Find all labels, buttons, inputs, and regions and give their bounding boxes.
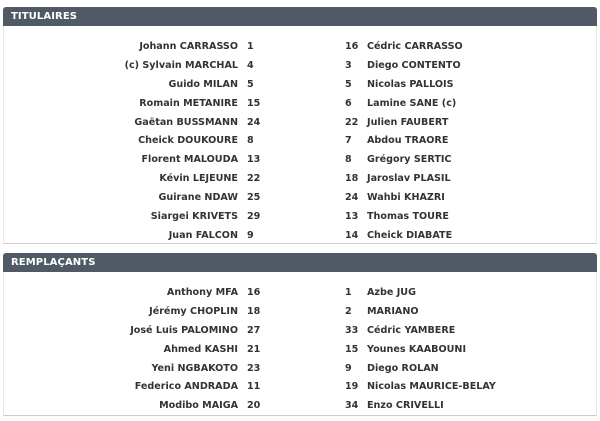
player-row (0, 227, 600, 246)
home-player-name: Kévin LEJEUNE (159, 173, 238, 185)
player-row (0, 303, 600, 322)
player-row (0, 397, 600, 416)
away-player-name: Jaroslav PLASIL (367, 173, 451, 185)
home-player-number: 15 (247, 97, 261, 109)
away-player-name: Abdou TRAORE (367, 135, 449, 147)
player-row (0, 57, 600, 76)
home-player-number: 24 (247, 116, 261, 128)
home-player-number: 9 (247, 229, 254, 241)
home-player-name: Cheick DOUKOURE (138, 135, 238, 147)
home-player-name: Siargei KRIVETS (150, 211, 238, 223)
home-player-name: Gaëtan BUSSMANN (134, 116, 238, 128)
player-row (0, 132, 600, 151)
remplacants-header: REMPLAÇANTS (3, 253, 597, 272)
away-player-name: Lamine SANE (c) (367, 97, 457, 109)
player-row (0, 95, 600, 114)
away-player-name: Julien FAUBERT (367, 116, 449, 128)
home-player-number: 21 (247, 343, 261, 355)
away-player-number: 7 (345, 135, 352, 147)
away-player-name: Diego ROLAN (367, 362, 439, 374)
away-player-number: 9 (345, 362, 352, 374)
away-player-number: 16 (345, 41, 359, 52)
away-player-number: 8 (345, 154, 352, 166)
away-player-name: Azbe JUG (367, 287, 416, 298)
home-player-number: 16 (247, 287, 261, 298)
away-player-name: Diego CONTENTO (367, 59, 461, 71)
away-player-number: 24 (345, 192, 359, 204)
away-player-number: 5 (345, 78, 352, 90)
home-player-name: Romain METANIRE (139, 97, 238, 109)
home-player-name: Guirane NDAW (158, 192, 238, 204)
away-player-name: Wahbi KHAZRI (367, 192, 445, 204)
player-row (0, 341, 600, 360)
home-player-number: 29 (247, 211, 261, 223)
away-player-name: Cheick DIABATE (367, 229, 453, 241)
player-row (0, 38, 600, 57)
home-player-name: Florent MALOUDA (141, 154, 238, 166)
away-player-number: 1 (345, 287, 352, 298)
away-player-number: 22 (345, 116, 359, 128)
away-player-number: 6 (345, 97, 352, 109)
away-player-name: Grégory SERTIC (367, 154, 452, 166)
home-player-name: Ahmed KASHI (163, 343, 238, 355)
away-player-name: Enzo CRIVELLI (367, 400, 444, 412)
home-player-number: 5 (247, 78, 254, 90)
home-player-number: 13 (247, 154, 261, 166)
away-player-name: Cédric YAMBERE (367, 324, 456, 336)
away-player-number: 2 (345, 305, 352, 317)
titulaires-list (0, 38, 600, 246)
away-player-name: Nicolas PALLOIS (367, 78, 454, 90)
away-player-number: 13 (345, 211, 359, 223)
home-player-number: 1 (247, 41, 254, 52)
player-row (0, 284, 600, 303)
away-player-name: Thomas TOURE (367, 211, 449, 223)
player-row (0, 322, 600, 341)
titulaires-header: TITULAIRES (3, 7, 597, 26)
home-player-number: 8 (247, 135, 254, 147)
player-row (0, 114, 600, 133)
remplacants-list (0, 284, 600, 416)
home-player-number: 4 (247, 59, 254, 71)
home-player-number: 23 (247, 362, 261, 374)
home-player-name: Guido MILAN (168, 78, 238, 90)
home-player-number: 11 (247, 381, 261, 393)
home-player-name: Jérémy CHOPLIN (149, 305, 238, 317)
home-player-name: Modibo MAIGA (159, 400, 238, 412)
home-player-name: Federico ANDRADA (134, 381, 238, 393)
player-row (0, 208, 600, 227)
away-player-number: 19 (345, 381, 359, 393)
away-player-number: 15 (345, 343, 359, 355)
away-player-number: 34 (345, 400, 359, 412)
player-row (0, 170, 600, 189)
home-player-name: Juan FALCON (168, 229, 238, 241)
player-row (0, 378, 600, 397)
home-player-name: José Luis PALOMINO (130, 324, 238, 336)
home-player-number: 25 (247, 192, 261, 204)
home-player-number: 22 (247, 173, 261, 185)
away-player-name: Younes KAABOUNI (367, 343, 467, 355)
away-player-name: MARIANO (367, 305, 419, 317)
player-row (0, 360, 600, 379)
player-row (0, 189, 600, 208)
player-row (0, 151, 600, 170)
home-player-name: Anthony MFA (166, 287, 238, 298)
away-player-name: Nicolas MAURICE-BELAY (367, 381, 496, 393)
home-player-number: 27 (247, 324, 261, 336)
away-player-number: 14 (345, 229, 359, 241)
home-player-name: Johann CARRASSO (139, 41, 238, 52)
home-player-number: 18 (247, 305, 261, 317)
away-player-number: 33 (345, 324, 359, 336)
away-player-number: 18 (345, 173, 359, 185)
home-player-number: 20 (247, 400, 261, 412)
home-player-name: Yeni NGBAKOTO (151, 362, 238, 374)
home-player-name: (c) Sylvain MARCHAL (124, 59, 238, 71)
away-player-number: 3 (345, 59, 352, 71)
player-row (0, 76, 600, 95)
away-player-name: Cédric CARRASSO (367, 41, 463, 52)
